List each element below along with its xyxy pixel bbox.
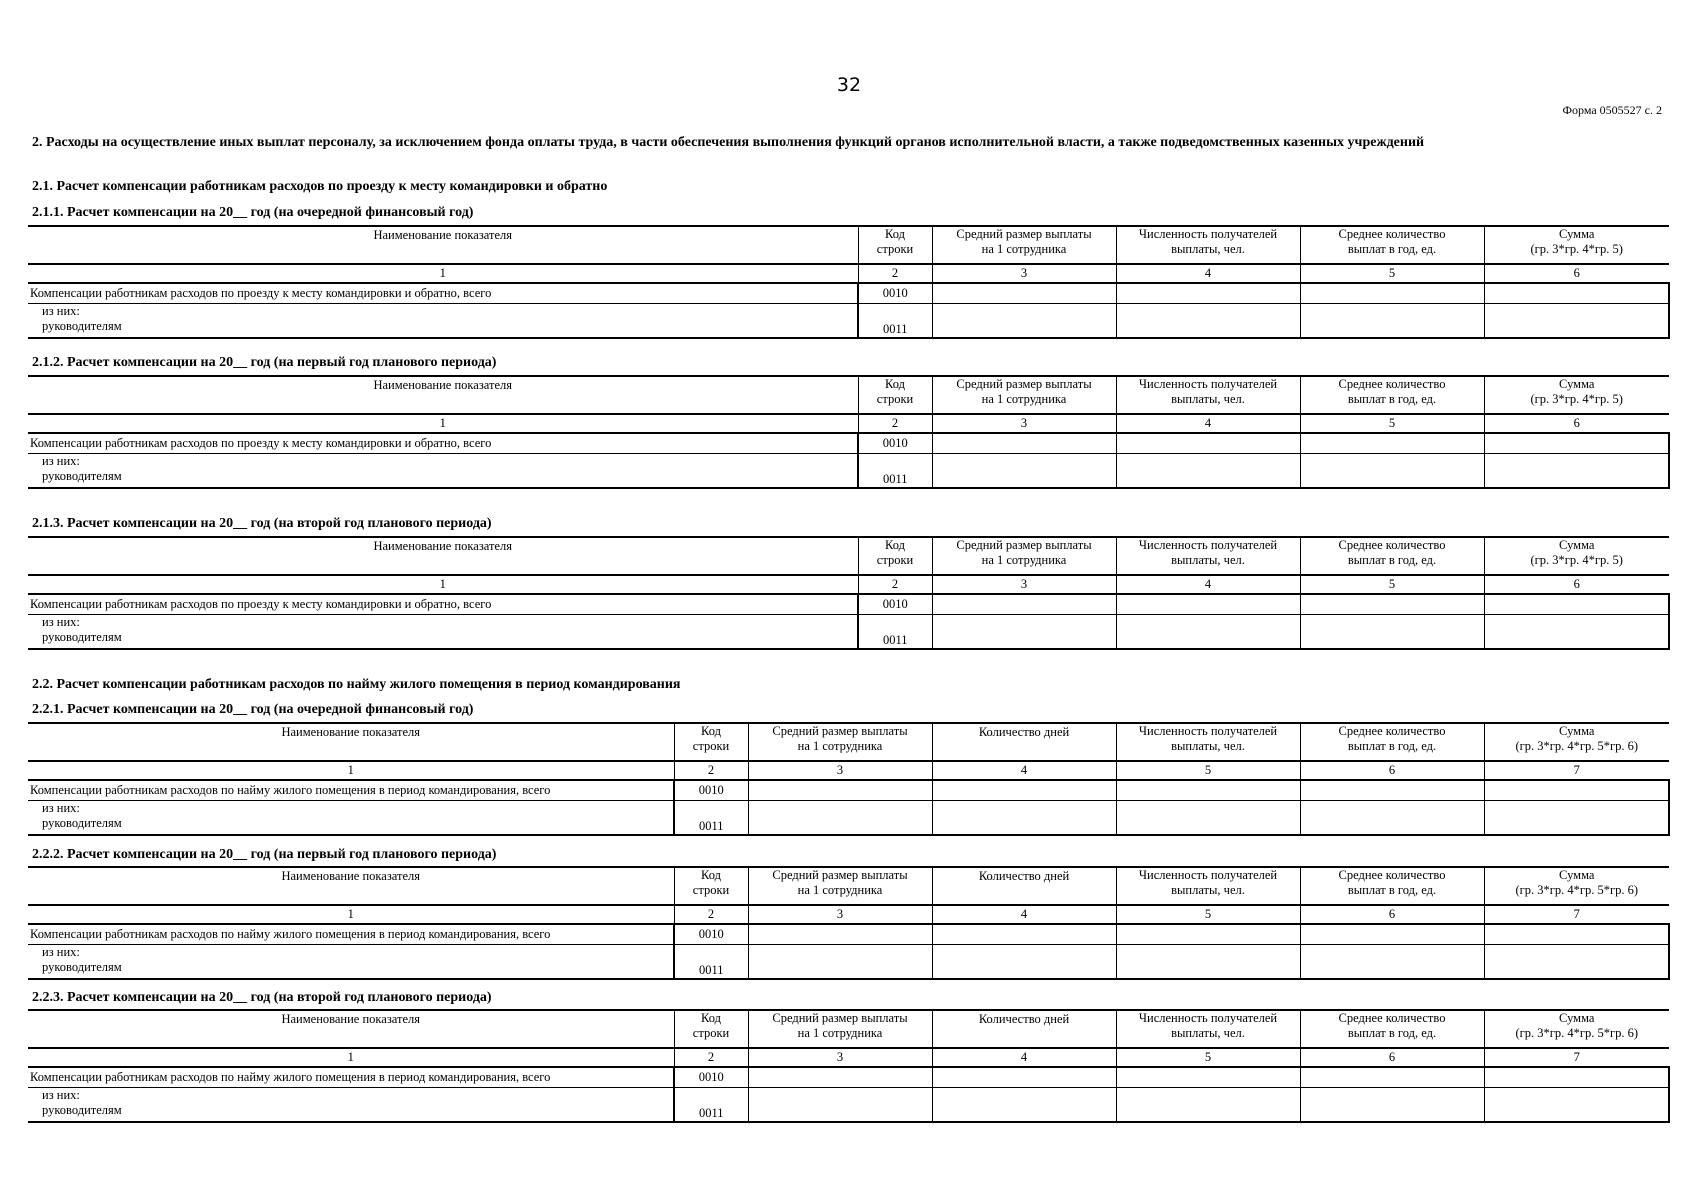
cell-input[interactable] <box>1116 801 1300 836</box>
col-number: 1 <box>28 905 674 924</box>
cell-input[interactable] <box>1116 780 1300 801</box>
cell-input[interactable] <box>1116 304 1300 339</box>
col-count-header: Численность получателей выплаты, чел. <box>1116 1010 1300 1048</box>
col-code-header: Код строки <box>858 226 932 264</box>
cell-input[interactable] <box>1484 780 1669 801</box>
col-name-header: Наименование показателя <box>28 376 858 414</box>
cell-input[interactable] <box>932 780 1116 801</box>
cell-input[interactable] <box>932 304 1116 339</box>
cell-input[interactable] <box>1116 454 1300 489</box>
cell-input[interactable] <box>1484 1088 1669 1123</box>
table-header-row <box>28 537 1669 575</box>
cell-input[interactable] <box>1300 945 1484 980</box>
cell-input[interactable] <box>1484 454 1669 489</box>
table-row-total <box>28 283 1669 304</box>
col-freq-header: Среднее количество выплат в год, ед. <box>1300 376 1484 414</box>
col-code-header: Код строки <box>674 867 748 905</box>
table-2-1-1-title: 2.1.1. Расчет компенсации на 20__ год (на очередной финансовый год) <box>32 205 474 220</box>
col-code-header: Код строки <box>858 376 932 414</box>
table-row-total <box>28 1067 1669 1088</box>
col-count-header: Численность получателей выплаты, чел. <box>1116 723 1300 761</box>
col-count-header: Численность получателей выплаты, чел. <box>1116 867 1300 905</box>
cell-input[interactable] <box>1300 594 1484 615</box>
col-number: 6 <box>1300 1048 1484 1067</box>
row-total-code: 0010 <box>674 924 748 945</box>
col-name-header: Наименование показателя <box>28 867 674 905</box>
cell-input[interactable] <box>1300 433 1484 454</box>
page-number: 32 <box>836 74 862 96</box>
col-sum-header: Сумма (гр. 3*гр. 4*гр. 5*гр. 6) <box>1484 867 1669 905</box>
row-total-code: 0010 <box>858 594 932 615</box>
col-number: 5 <box>1300 264 1484 283</box>
cell-input[interactable] <box>1484 283 1669 304</box>
section-2-1-title: 2.1. Расчет компенсации работникам расходов по проезду к месту командировки и обратно <box>32 179 608 194</box>
cell-input[interactable] <box>932 454 1116 489</box>
table-2-2-2 <box>28 866 1670 980</box>
col-name-header: Наименование показателя <box>28 1010 674 1048</box>
row-total-code: 0010 <box>674 780 748 801</box>
col-number: 5 <box>1116 761 1300 780</box>
col-number: 4 <box>932 1048 1116 1067</box>
cell-input[interactable] <box>1116 945 1300 980</box>
col-code-header: Код строки <box>858 537 932 575</box>
col-number: 5 <box>1300 414 1484 433</box>
col-days-header: Количество дней <box>932 867 1116 905</box>
col-number: 5 <box>1116 1048 1300 1067</box>
column-numbers-row <box>28 905 1669 924</box>
row-managers-label: из них: руководителям <box>28 304 858 339</box>
table-header-row <box>28 867 1669 905</box>
col-number: 3 <box>932 264 1116 283</box>
cell-input[interactable] <box>1300 1088 1484 1123</box>
cell-input[interactable] <box>932 945 1116 980</box>
cell-input[interactable] <box>1300 454 1484 489</box>
col-count-header: Численность получателей выплаты, чел. <box>1116 376 1300 414</box>
row-total-code: 0010 <box>858 433 932 454</box>
table-2-2-1-title: 2.2.1. Расчет компенсации на 20__ год (на очередной финансовый год) <box>32 702 474 717</box>
cell-input[interactable] <box>1484 433 1669 454</box>
cell-input[interactable] <box>1300 801 1484 836</box>
table-row-managers <box>28 615 1669 650</box>
col-sum-header: Сумма (гр. 3*гр. 4*гр. 5*гр. 6) <box>1484 723 1669 761</box>
col-number: 6 <box>1484 575 1669 594</box>
cell-input[interactable] <box>932 801 1116 836</box>
col-number: 6 <box>1484 414 1669 433</box>
table-row-managers <box>28 945 1669 980</box>
cell-input[interactable] <box>1116 283 1300 304</box>
table-header-row <box>28 226 1669 264</box>
cell-input[interactable] <box>748 780 932 801</box>
col-number: 7 <box>1484 761 1669 780</box>
row-total-label: Компенсации работникам расходов по проезду к месту командировки и обратно, всего <box>28 594 858 615</box>
table-header-row <box>28 723 1669 761</box>
row-managers-label: из них: руководителям <box>28 454 858 489</box>
row-total-label: Компенсации работникам расходов по проезду к месту командировки и обратно, всего <box>28 283 858 304</box>
col-avg-header: Средний размер выплаты на 1 сотрудника <box>932 226 1116 264</box>
col-number: 6 <box>1484 264 1669 283</box>
col-number: 3 <box>932 414 1116 433</box>
table-row-total <box>28 780 1669 801</box>
cell-input[interactable] <box>932 924 1116 945</box>
table-header-row <box>28 1010 1669 1048</box>
col-freq-header: Среднее количество выплат в год, ед. <box>1300 1010 1484 1048</box>
cell-input[interactable] <box>748 924 932 945</box>
table-header-row <box>28 376 1669 414</box>
cell-input[interactable] <box>932 283 1116 304</box>
col-name-header: Наименование показателя <box>28 723 674 761</box>
col-code-header: Код строки <box>674 1010 748 1048</box>
col-count-header: Численность получателей выплаты, чел. <box>1116 226 1300 264</box>
cell-input[interactable] <box>932 1088 1116 1123</box>
cell-input[interactable] <box>1484 594 1669 615</box>
col-freq-header: Среднее количество выплат в год, ед. <box>1300 723 1484 761</box>
table-row-total <box>28 594 1669 615</box>
cell-input[interactable] <box>1300 924 1484 945</box>
col-number: 2 <box>674 905 748 924</box>
col-days-header: Количество дней <box>932 1010 1116 1048</box>
cell-input[interactable] <box>748 945 932 980</box>
section-2-title: 2. Расходы на осуществление иных выплат персоналу, за исключением фонда оплаты труда, в части обеспечения выполнения функций органов исполнительной власти, а также подведомственных казенных учреждений <box>32 135 1425 150</box>
table-2-2-3-title: 2.2.3. Расчет компенсации на 20__ год (на второй год планового периода) <box>32 990 492 1005</box>
cell-input[interactable] <box>1116 1067 1300 1088</box>
col-number: 7 <box>1484 1048 1669 1067</box>
col-number: 5 <box>1300 575 1484 594</box>
row-managers-code: 0011 <box>858 454 932 489</box>
col-avg-header: Средний размер выплаты на 1 сотрудника <box>748 723 932 761</box>
col-avg-header: Средний размер выплаты на 1 сотрудника <box>932 376 1116 414</box>
column-numbers-row <box>28 264 1669 283</box>
row-total-label: Компенсации работникам расходов по найму жилого помещения в период командирования, всего <box>28 924 674 945</box>
cell-input[interactable] <box>1300 1067 1484 1088</box>
column-numbers-row <box>28 761 1669 780</box>
table-2-2-3 <box>28 1009 1670 1123</box>
col-avg-header: Средний размер выплаты на 1 сотрудника <box>748 867 932 905</box>
col-number: 1 <box>28 264 858 283</box>
col-number: 2 <box>858 264 932 283</box>
row-total-label: Компенсации работникам расходов по проезду к месту командировки и обратно, всего <box>28 433 858 454</box>
cell-input[interactable] <box>748 1067 932 1088</box>
table-row-total <box>28 433 1669 454</box>
table-row-total <box>28 924 1669 945</box>
col-name-header: Наименование показателя <box>28 226 858 264</box>
cell-input[interactable] <box>1300 283 1484 304</box>
col-number: 4 <box>1116 414 1300 433</box>
col-number: 2 <box>858 575 932 594</box>
col-sum-header: Сумма (гр. 3*гр. 4*гр. 5) <box>1484 537 1669 575</box>
col-number: 1 <box>28 575 858 594</box>
cell-input[interactable] <box>1116 594 1300 615</box>
row-total-label: Компенсации работникам расходов по найму жилого помещения в период командирования, всего <box>28 1067 674 1088</box>
row-managers-code: 0011 <box>674 801 748 836</box>
col-number: 2 <box>674 1048 748 1067</box>
col-sum-header: Сумма (гр. 3*гр. 4*гр. 5) <box>1484 226 1669 264</box>
col-number: 2 <box>674 761 748 780</box>
column-numbers-row <box>28 414 1669 433</box>
row-managers-code: 0011 <box>858 304 932 339</box>
table-2-1-2 <box>28 375 1670 489</box>
section-2-2-title: 2.2. Расчет компенсации работникам расходов по найму жилого помещения в период командирования <box>32 677 681 692</box>
col-number: 3 <box>748 905 932 924</box>
col-number: 5 <box>1116 905 1300 924</box>
col-number: 4 <box>1116 575 1300 594</box>
col-number: 3 <box>932 575 1116 594</box>
cell-input[interactable] <box>1300 304 1484 339</box>
cell-input[interactable] <box>932 1067 1116 1088</box>
col-number: 1 <box>28 1048 674 1067</box>
table-row-managers <box>28 801 1669 836</box>
col-number: 1 <box>28 761 674 780</box>
table-row-managers <box>28 454 1669 489</box>
cell-input[interactable] <box>1116 433 1300 454</box>
col-number: 1 <box>28 414 858 433</box>
table-2-1-1 <box>28 225 1670 339</box>
col-avg-header: Средний размер выплаты на 1 сотрудника <box>748 1010 932 1048</box>
form-reference: Форма 0505527 с. 2 <box>1562 103 1662 117</box>
cell-input[interactable] <box>1116 1088 1300 1123</box>
row-total-code: 0010 <box>858 283 932 304</box>
table-row-managers <box>28 304 1669 339</box>
cell-input[interactable] <box>932 594 1116 615</box>
cell-input[interactable] <box>1484 1067 1669 1088</box>
cell-input[interactable] <box>1116 615 1300 650</box>
row-managers-label: из них: руководителям <box>28 801 674 836</box>
cell-input[interactable] <box>932 615 1116 650</box>
col-sum-header: Сумма (гр. 3*гр. 4*гр. 5) <box>1484 376 1669 414</box>
col-avg-header: Средний размер выплаты на 1 сотрудника <box>932 537 1116 575</box>
column-numbers-row <box>28 575 1669 594</box>
row-managers-label: из них: руководителям <box>28 1088 674 1123</box>
col-name-header: Наименование показателя <box>28 537 858 575</box>
cell-input[interactable] <box>932 433 1116 454</box>
row-managers-code: 0011 <box>674 1088 748 1123</box>
cell-input[interactable] <box>748 801 932 836</box>
col-number: 2 <box>858 414 932 433</box>
table-2-1-3 <box>28 536 1670 650</box>
col-number: 4 <box>1116 264 1300 283</box>
col-freq-header: Среднее количество выплат в год, ед. <box>1300 226 1484 264</box>
col-number: 4 <box>932 761 1116 780</box>
row-managers-code: 0011 <box>858 615 932 650</box>
row-total-label: Компенсации работникам расходов по найму жилого помещения в период командирования, всего <box>28 780 674 801</box>
col-number: 3 <box>748 761 932 780</box>
col-days-header: Количество дней <box>932 723 1116 761</box>
cell-input[interactable] <box>1484 924 1669 945</box>
col-count-header: Численность получателей выплаты, чел. <box>1116 537 1300 575</box>
row-managers-label: из них: руководителям <box>28 615 858 650</box>
col-number: 4 <box>932 905 1116 924</box>
col-freq-header: Среднее количество выплат в год, ед. <box>1300 537 1484 575</box>
cell-input[interactable] <box>1484 801 1669 836</box>
col-number: 7 <box>1484 905 1669 924</box>
table-2-1-2-title: 2.1.2. Расчет компенсации на 20__ год (на первый год планового периода) <box>32 355 497 370</box>
column-numbers-row <box>28 1048 1669 1067</box>
table-2-2-1 <box>28 722 1670 836</box>
cell-input[interactable] <box>748 1088 932 1123</box>
col-number: 6 <box>1300 905 1484 924</box>
row-managers-code: 0011 <box>674 945 748 980</box>
table-row-managers <box>28 1088 1669 1123</box>
col-freq-header: Среднее количество выплат в год, ед. <box>1300 867 1484 905</box>
cell-input[interactable] <box>1484 615 1669 650</box>
table-2-1-3-title: 2.1.3. Расчет компенсации на 20__ год (на второй год планового периода) <box>32 516 492 531</box>
cell-input[interactable] <box>1300 615 1484 650</box>
cell-input[interactable] <box>1116 924 1300 945</box>
col-number: 3 <box>748 1048 932 1067</box>
col-sum-header: Сумма (гр. 3*гр. 4*гр. 5*гр. 6) <box>1484 1010 1669 1048</box>
row-managers-label: из них: руководителям <box>28 945 674 980</box>
row-total-code: 0010 <box>674 1067 748 1088</box>
cell-input[interactable] <box>1484 945 1669 980</box>
cell-input[interactable] <box>1484 304 1669 339</box>
cell-input[interactable] <box>1300 780 1484 801</box>
table-2-2-2-title: 2.2.2. Расчет компенсации на 20__ год (на первый год планового периода) <box>32 847 497 862</box>
col-code-header: Код строки <box>674 723 748 761</box>
col-number: 6 <box>1300 761 1484 780</box>
